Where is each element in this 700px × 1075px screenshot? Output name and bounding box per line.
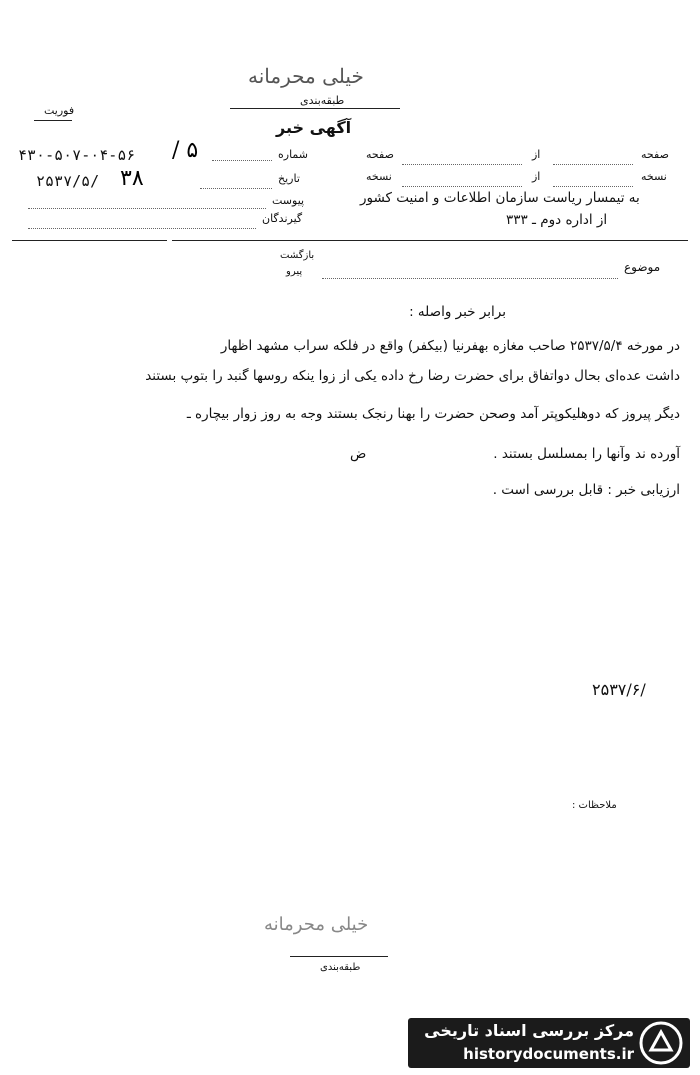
footer-classification-stamp: خیلی محرمانه [264, 914, 369, 935]
number-value: ۴۳۰-۵۰۷-۰۴-۵۶ [18, 146, 136, 164]
header-rule-left [12, 240, 167, 241]
watermark-emblem-icon [638, 1020, 684, 1066]
recipients-label: گیرندگان [262, 212, 303, 225]
body-evaluation: ارزیابی خبر : قابل بررسی است . [492, 482, 680, 498]
footer-underline [290, 956, 388, 957]
number-handwritten: / ۵ [172, 138, 199, 163]
from-line: از اداره دوم ـ ۳۳۳ [506, 212, 608, 228]
to-line: به تیمسار ریاست سازمان اطلاعات و امنیت کشور [360, 190, 640, 206]
body-line-3: دیگر پیروز که دوهلیکوپتر آمد وصحن حضرت را بهنا رنجک بستند وجه به روز زوار بیچاره ـ [186, 406, 680, 422]
number-label: شماره [278, 148, 309, 161]
body-line-1: در مورخه ۲۵۳۷/۵/۴ صاحب مغازه بهفرنیا (بیکفر) واقع در فلکه سراب مشهد اظهار [220, 338, 680, 354]
recipients-dots [28, 218, 256, 237]
watermark-title: مرکز بررسی اسناد تاریخی [424, 1021, 634, 1040]
date-dots [200, 178, 272, 197]
subject-dots [322, 268, 618, 287]
body-intro: برابر خبر واصله : [409, 304, 506, 320]
subject-label: موضوع [624, 260, 661, 274]
classification-stamp: خیلی محرمانه [248, 64, 364, 88]
attachment-label: پیوست [272, 194, 305, 207]
attachment-dots [28, 198, 266, 217]
form-title: آگهی خبر [276, 118, 352, 137]
classification-underline [230, 108, 400, 109]
copy2-label: نسخه [366, 170, 392, 183]
copy-label: نسخه [641, 170, 667, 183]
footer-classification-label: طبقه‌بندی [320, 962, 361, 973]
urgency-label: فوریت [44, 104, 75, 117]
from2-label: از [532, 170, 541, 183]
from-dots [402, 154, 522, 173]
page-label: صفحه [641, 148, 669, 161]
handwritten-date: ۲۵۳۷/۶/ [592, 680, 646, 699]
header-rule-right [172, 240, 688, 241]
followup-note: پیرو [286, 266, 303, 277]
date-handwritten: ۳۸ [120, 166, 144, 191]
from-label: از [532, 148, 541, 161]
return-note: بازگشت [280, 250, 315, 261]
body-initial: ض [350, 446, 367, 462]
body-line-4: آورده ند وآنها را بمسلسل بستند . [493, 446, 680, 462]
classification-label: طبقه‌بندی [300, 94, 345, 107]
date-label: تاریخ [278, 172, 300, 185]
date-value: ۲۵۳۷/۵/ [36, 172, 100, 190]
remarks-label: ملاحظات : [572, 800, 617, 811]
page2-label: صفحه [366, 148, 394, 161]
urgency-underline [34, 120, 72, 121]
number-dots [212, 150, 272, 169]
watermark-logo [408, 1018, 690, 1068]
body-line-2: داشت عده‌ای بحال دواتفاق برای حضرت رضا رخ داده یکی از زوا ینکه روسها گنبد را بتوپ بستند [145, 368, 680, 384]
page-dots [553, 154, 633, 173]
watermark-url: historydocuments.ir [463, 1045, 634, 1063]
